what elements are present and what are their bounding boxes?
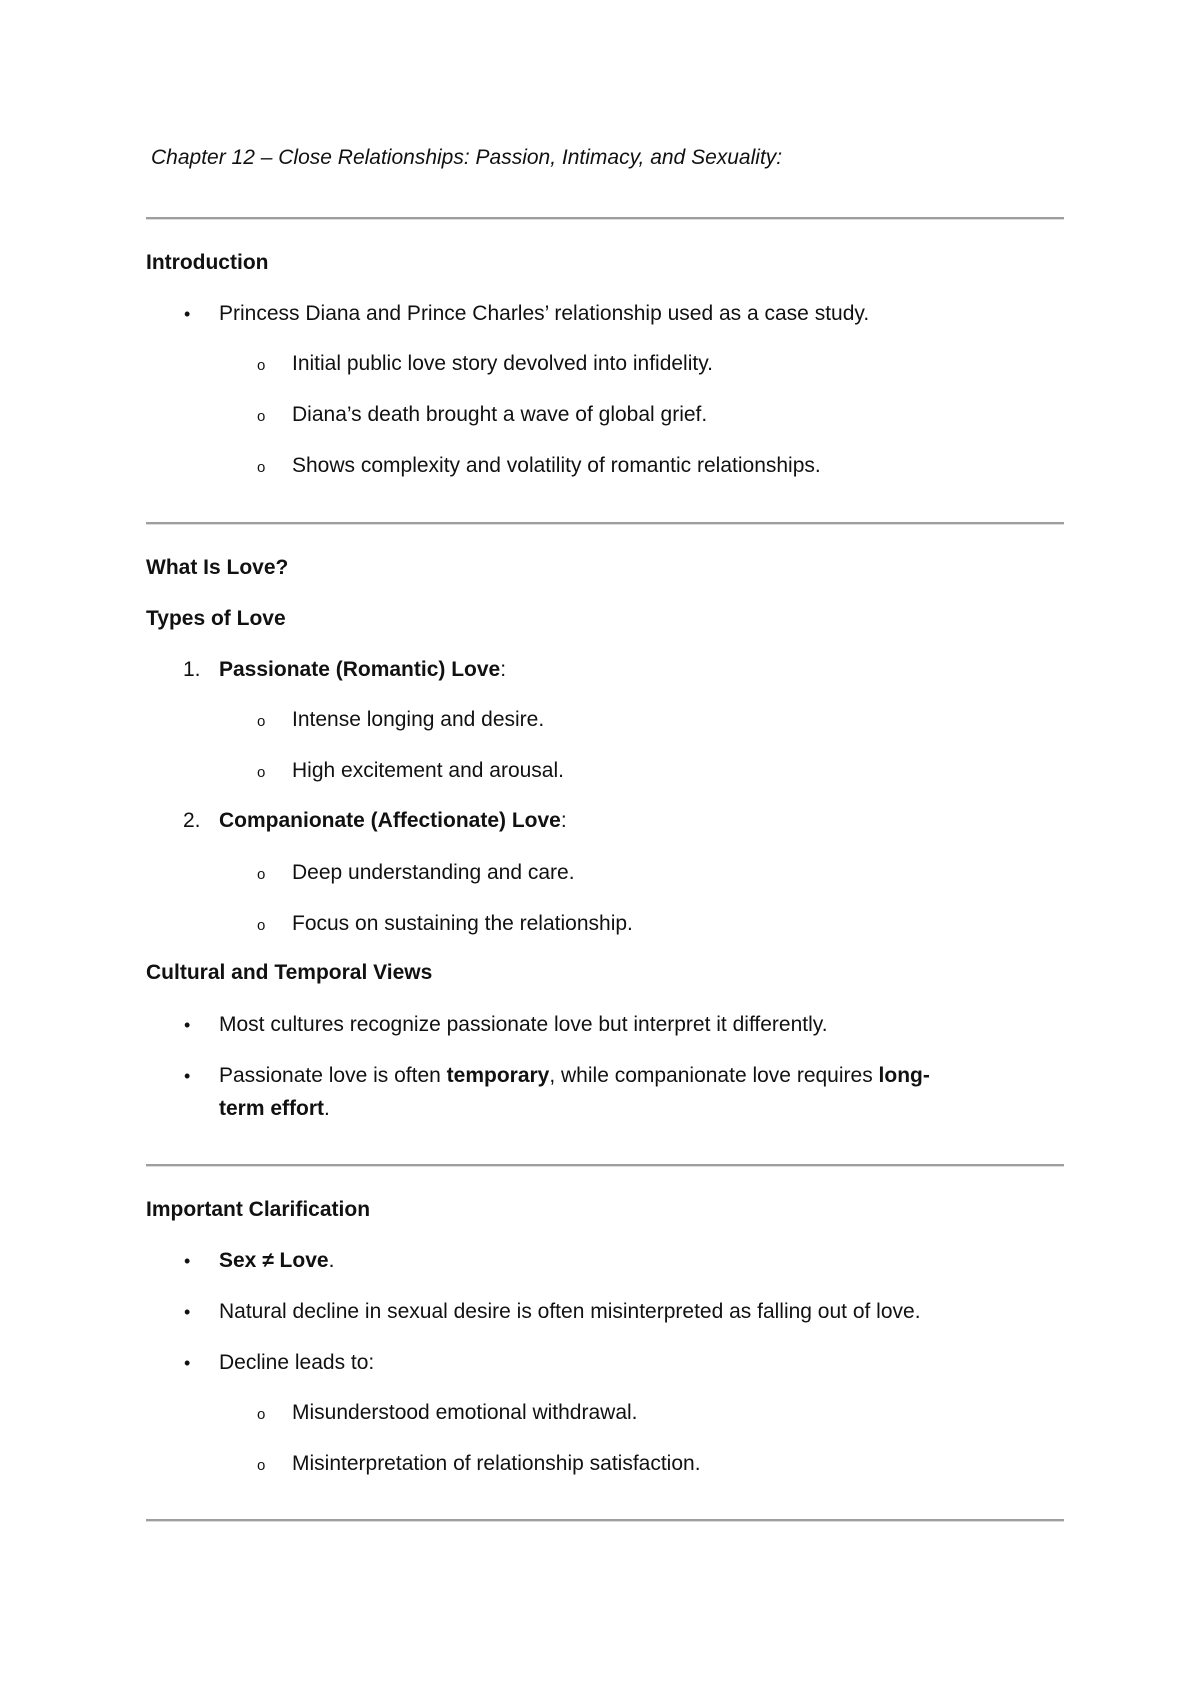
emphasis-long-term: long- [878, 1064, 930, 1087]
bullet-marker: • [184, 1251, 191, 1271]
list-number: 2. [183, 809, 201, 832]
bullet-marker: • [184, 1015, 191, 1035]
love-type-name: Companionate (Affectionate) Love [219, 809, 561, 832]
bullet-marker: • [184, 1302, 191, 1322]
numbered-list-item [219, 809, 567, 833]
sub-bullet-marker: o [257, 1457, 266, 1474]
numbered-list-item [219, 658, 506, 682]
emphasis-sex-not-love: Sex ≠ Love [219, 1249, 329, 1272]
sub-list-item: Deep understanding and care. [292, 861, 575, 884]
sub-list-item: Misunderstood emotional withdrawal. [292, 1401, 638, 1424]
sub-bullet-marker: o [257, 917, 266, 934]
list-item: Princess Diana and Prince Charles’ relationship used as a case study. [219, 302, 870, 325]
text-run: , while companionate love requires [549, 1064, 879, 1087]
love-type-name: Passionate (Romantic) Love [219, 658, 501, 681]
bullet-marker: • [184, 304, 191, 324]
subheading-cultural-views: Cultural and Temporal Views [146, 961, 433, 984]
subheading-types-of-love: Types of Love [146, 607, 286, 630]
list-item [219, 1249, 334, 1273]
sub-list-item: Misinterpretation of relationship satisfaction. [292, 1452, 701, 1475]
horizontal-rule [146, 1164, 1064, 1167]
horizontal-rule [146, 217, 1064, 220]
sub-list-item: Shows complexity and volatility of romantic relationships. [292, 454, 821, 477]
sub-list-item: Diana’s death brought a wave of global grief. [292, 403, 708, 426]
bullet-marker: • [184, 1066, 191, 1086]
section-heading-what-is-love: What Is Love? [146, 556, 289, 579]
sub-bullet-marker: o [257, 1406, 266, 1423]
sub-bullet-marker: o [257, 459, 266, 476]
text-run: Passionate love is often [219, 1064, 447, 1087]
sub-bullet-marker: o [257, 866, 266, 883]
sub-bullet-marker: o [257, 713, 266, 730]
emphasis-long-term: term effort [219, 1097, 325, 1120]
list-item: Most cultures recognize passionate love but interpret it differently. [219, 1013, 828, 1036]
sub-bullet-marker: o [257, 408, 266, 425]
list-item [219, 1064, 930, 1088]
text-run: . [328, 1249, 335, 1272]
horizontal-rule [146, 522, 1064, 525]
sub-list-item: Focus on sustaining the relationship. [292, 912, 633, 935]
love-type-suffix: : [560, 809, 567, 832]
emphasis-temporary: temporary [446, 1064, 550, 1087]
sub-bullet-marker: o [257, 764, 266, 781]
chapter-title: Chapter 12 – Close Relationships: Passion, Intimacy, and Sexuality: [151, 146, 783, 169]
list-item-continuation [219, 1097, 330, 1121]
sub-list-item: High excitement and arousal. [292, 759, 564, 782]
horizontal-rule [146, 1519, 1064, 1522]
bullet-marker: • [184, 1353, 191, 1373]
list-number: 1. [183, 658, 201, 681]
text-run: . [324, 1097, 330, 1120]
sub-bullet-marker: o [257, 357, 266, 374]
sub-list-item: Intense longing and desire. [292, 708, 545, 731]
love-type-suffix: : [500, 658, 507, 681]
list-item: Decline leads to: [219, 1351, 375, 1374]
sub-list-item: Initial public love story devolved into infidelity. [292, 352, 713, 375]
list-item: Natural decline in sexual desire is often misinterpreted as falling out of love. [219, 1300, 921, 1323]
section-heading-clarification: Important Clarification [146, 1198, 371, 1221]
section-heading-introduction: Introduction [146, 251, 269, 274]
